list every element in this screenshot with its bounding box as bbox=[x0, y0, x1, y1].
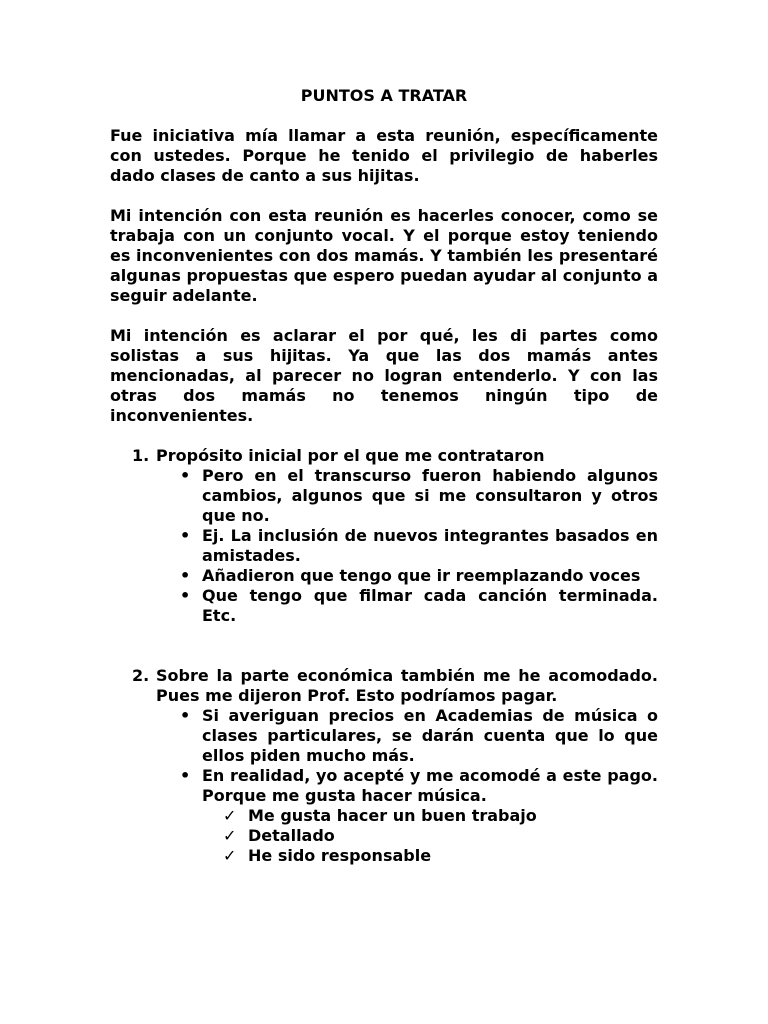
bullet-item bbox=[156, 566, 658, 586]
bullet-text: Añadieron que tengo que ir reemplazando voces bbox=[202, 566, 641, 585]
checkmark-icon: ✓ bbox=[223, 806, 237, 825]
check-item bbox=[202, 826, 658, 846]
check-text: He sido responsable bbox=[248, 846, 432, 865]
bullet-text: Ej. La inclusión de nuevos integrantes basados en amistades. bbox=[202, 526, 658, 565]
list-item-1 bbox=[110, 446, 658, 626]
bullet-text: En realidad, yo acepté y me acomodé a este pago. Porque me gusta hacer música. bbox=[202, 766, 658, 805]
bullet-text: Pero en el transcurso fueron habiendo algunos cambios, algunos que si me consultaron y otros que no. bbox=[202, 466, 658, 525]
checkmark-list bbox=[202, 806, 658, 866]
check-item bbox=[202, 846, 658, 866]
bullet-item bbox=[156, 586, 658, 626]
bullet-item bbox=[156, 706, 658, 766]
check-text: Detallado bbox=[248, 826, 335, 845]
bullet-icon: • bbox=[180, 586, 191, 605]
bullet-icon: • bbox=[180, 526, 191, 545]
bullet-text: Si averiguan precios en Academias de música o clases particulares, se darán cuenta que lo que ellos piden mucho más. bbox=[202, 706, 658, 765]
numbered-list bbox=[110, 446, 658, 866]
list-item-text: Propósito inicial por el que me contrataron bbox=[156, 446, 545, 465]
list-number: 2. bbox=[132, 666, 150, 685]
check-text: Me gusta hacer un buen trabajo bbox=[248, 806, 537, 825]
document-body bbox=[110, 86, 658, 866]
checkmark-icon: ✓ bbox=[223, 846, 237, 865]
bullet-item bbox=[156, 466, 658, 526]
bullet-list bbox=[156, 466, 658, 626]
checkmark-icon: ✓ bbox=[223, 826, 237, 845]
bullet-item bbox=[156, 766, 658, 866]
list-item-2 bbox=[110, 666, 658, 866]
bullet-icon: • bbox=[180, 766, 191, 785]
document-title: PUNTOS A TRATAR bbox=[300, 86, 468, 105]
list-number: 1. bbox=[132, 446, 150, 465]
bullet-list bbox=[156, 706, 658, 866]
list-item-text: Sobre la parte económica también me he acomodado. Pues me dijeron Prof. Esto podríamos pagar. bbox=[156, 666, 658, 705]
check-item bbox=[202, 806, 658, 826]
bullet-item bbox=[156, 526, 658, 566]
paragraph-1: Fue iniciativa mía llamar a esta reunión, específicamente con ustedes. Porque he tenido el privilegio de haberles dado clases de canto a sus hijitas. bbox=[110, 126, 658, 185]
bullet-icon: • bbox=[180, 566, 191, 585]
bullet-icon: • bbox=[180, 706, 191, 725]
paragraph-2: Mi intención con esta reunión es hacerles conocer, como se trabaja con un conjunto vocal. Y el porque estoy teniendo es inconvenientes con dos mamás. Y también les presentaré algunas propuestas que espero puedan ayudar al conjunto a seguir adelante. bbox=[110, 206, 658, 305]
bullet-text: Que tengo que filmar cada canción terminada. Etc. bbox=[202, 586, 658, 625]
bullet-icon: • bbox=[180, 466, 191, 485]
paragraph-3: Mi intención es aclarar el por qué, les di partes como solistas a sus hijitas. Ya que las dos mamás antes mencionadas, al parecer no logran entenderlo. Y con las otras dos mamás no tenemos ningún tipo de inconvenientes. bbox=[110, 326, 658, 425]
